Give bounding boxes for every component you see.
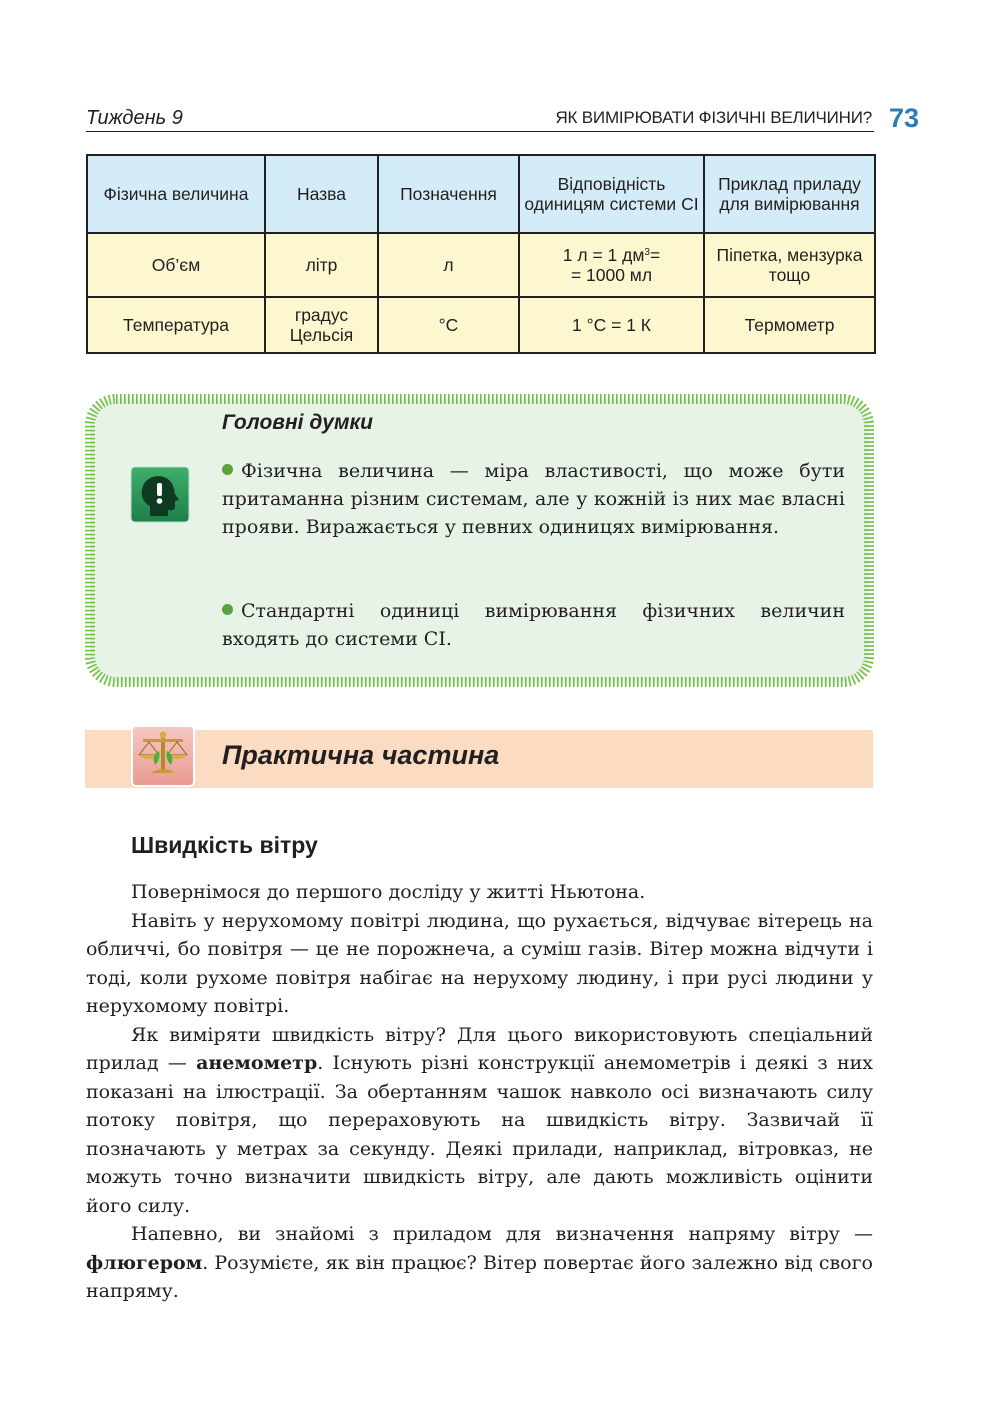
term-anemometer: анемометр [196,1052,318,1074]
table-cell: Об’єм [87,233,265,297]
table-row [87,297,875,353]
section-heading: ЯК ВИМІРЮВАТИ ФІЗИЧНІ ВЕЛИЧИНИ? [555,108,872,127]
key-idea-text: Фізична величина — міра властивості, що може бути притаманна різним системам, але у кожній із них має власні прояви. Виражається у певних одиницях вимірювання. [222,460,845,538]
table-header-cell: Позначення [378,155,519,233]
paragraph: Повернімося до першого досліду у житті Ньютона. [131,881,646,903]
key-ideas-title: Головні думки [222,411,373,434]
si-text: 1 л = 1 дм [562,245,645,265]
paragraph-text: Напевно, ви знайомі з приладом для визначення напряму вітру — [131,1223,873,1245]
table-cell-si [519,233,704,297]
paragraph-text: . Існують різні конструкції анемометрів і деякі з них показані на ілюстрації. За обертанням чашок навколо осі визначають силу потоку повітря, що перераховують на швидкість вітру. Зазвичай її позначають у метрах за секунду. Деякі прилади, наприклад, вітровказ, не можуть точно визначити швидкість вітру, але дають можливість оцінити його силу. [86,1052,873,1217]
paragraph [86,1220,873,1306]
key-idea-item [222,457,845,541]
paragraph: Навіть у нерухомому повітрі людина, що рухається, відчуває вітерець на обличчі, бо повітря — це не порожнеча, а суміш газів. Вітер можна відчути і тоді, коли рухоме повітря набігає на нерухому людину, і при русі людини у нерухомому повітрі. [86,909,873,1017]
table-row [87,233,875,297]
paragraph [86,1021,873,1221]
key-idea-item [222,597,845,653]
units-table [86,154,876,354]
header-rule [86,131,874,132]
paragraph-text: Як виміряти швидкість вітру? Для цього використовують спеціальний прилад — [86,1023,873,1074]
table-header-cell: Фізична величина [87,155,265,233]
bullet-icon [222,464,233,475]
table-cell: Температура [87,297,265,353]
table-cell: градус Цельсія [265,297,378,353]
practical-title: Практична частина [222,740,500,770]
section-body [86,878,873,1306]
si-text: = [649,245,661,265]
table-cell: Піпетка, мензурка тощо [704,233,875,297]
si-text: = 1000 мл [570,265,653,285]
table-cell: °С [378,297,519,353]
table-header-cell: Назва [265,155,378,233]
week-label: Тиждень 9 [86,107,183,129]
page-number: 73 [889,103,920,133]
table-cell: літр [265,233,378,297]
table-header-row [87,155,875,233]
head-exclamation-icon [130,466,190,523]
si-superscript: 3 [644,247,650,258]
key-idea-text: Стандартні одиниці вимірювання фізичних величин входять до системи СІ. [222,600,845,650]
table-cell: 1 °С = 1 К [519,297,704,353]
paragraph-text: . Розумієте, як він працює? Вітер повертає його залежно від свого напряму. [86,1251,873,1302]
section-title: Швидкість вітру [131,832,318,858]
bullet-icon [222,604,233,615]
table-cell: л [378,233,519,297]
table-header-cell: Відповідність одиницям системи СІ [519,155,704,233]
term-weathervane: флюгером [86,1251,203,1274]
table-header-cell: Приклад приладу для вимірювання [704,155,875,233]
table-cell: Термометр [704,297,875,353]
scales-icon [131,725,195,787]
